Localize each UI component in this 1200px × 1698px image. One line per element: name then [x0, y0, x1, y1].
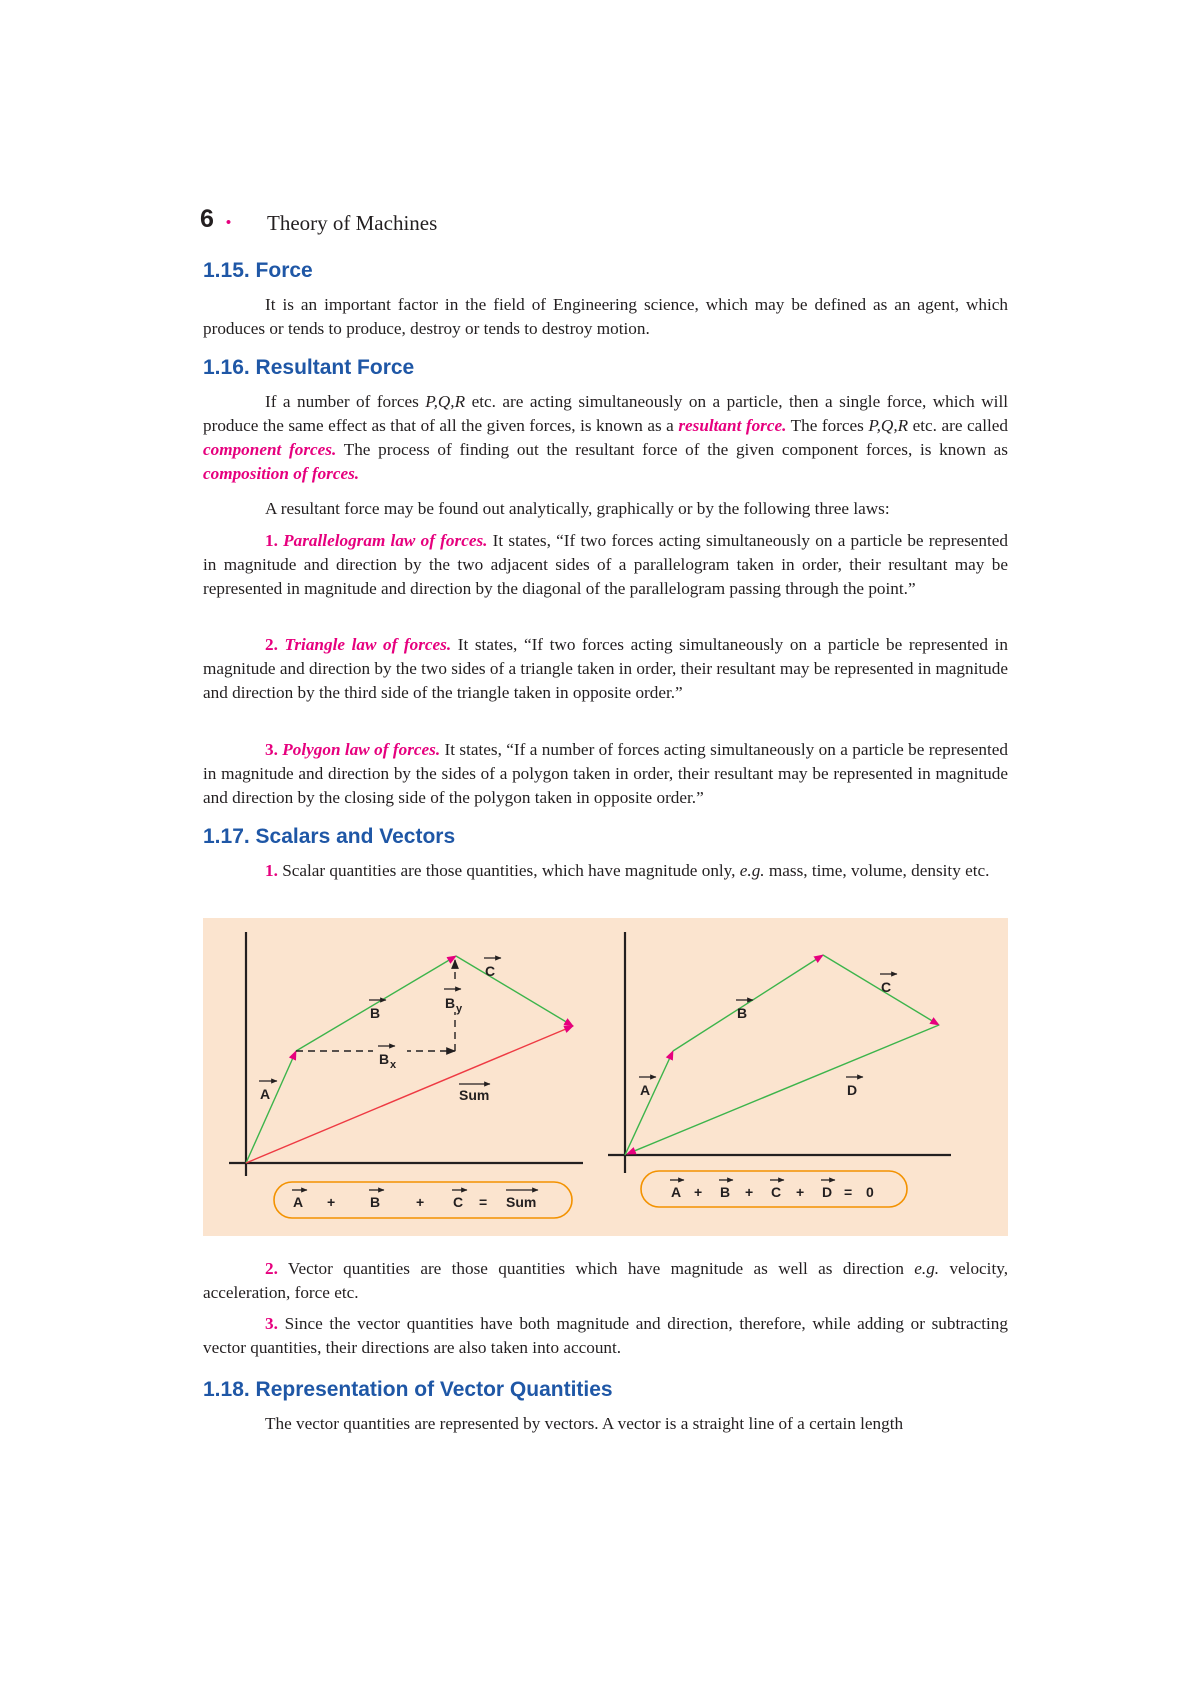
left-diagram [229, 932, 583, 1218]
eq-d: D [822, 1184, 833, 1200]
label-c-text: C [485, 963, 496, 979]
heading-1-16: 1.16. Resultant Force [203, 356, 415, 379]
text-run: etc. are called [908, 416, 1008, 435]
label-by-text: B [445, 995, 456, 1011]
label-d [846, 1077, 863, 1098]
label-bx-text: B [379, 1051, 390, 1067]
label-c [484, 958, 501, 979]
vector-representation-paragraph: The vector quantities are represented by vectors. A vector is a straight line of a certain length [265, 1414, 904, 1433]
label-c-text: C [881, 979, 892, 995]
vector-paragraph [203, 1257, 1008, 1305]
label-bx-sub: x [390, 1059, 397, 1071]
label-sum-text: Sum [459, 1087, 490, 1103]
label-by-sub: y [456, 1003, 463, 1015]
label-b-text: B [370, 1005, 381, 1021]
eq-equals: = [479, 1194, 488, 1210]
page-header [200, 205, 231, 234]
law-text: It states, “If two forces acting simultaneously on a particle be represented in magnitude and direction by the two adjacent sides of a parallelogram taken in order, their resultant may be represented in magnitude and direction by the diagonal of the parallelogram passing through the point.” [203, 531, 1008, 598]
text-run: e.g. [914, 1259, 940, 1278]
heading-1-18: 1.18. Representation of Vector Quantities [203, 1378, 613, 1401]
right-diagram [608, 932, 951, 1207]
text-run: The forces [786, 416, 869, 435]
heading-1-15: 1.15. Force [203, 259, 313, 282]
text-run: Since the vector quantities have both magnitude and direction, therefore, while adding or subtracting vector quantities, their directions are also taken into account. [203, 1314, 1008, 1357]
heading-1-17: 1.17. Scalars and Vectors [203, 825, 456, 848]
eq-b: B [720, 1184, 731, 1200]
eq-zero: 0 [866, 1184, 874, 1200]
label-b-text: B [737, 1005, 748, 1021]
scalar-paragraph [203, 859, 1008, 883]
vector-b [296, 956, 456, 1051]
text-run: If a number of forces [265, 392, 426, 411]
text-run: mass, time, volume, density etc. [764, 861, 990, 880]
eq-plus: + [796, 1184, 805, 1200]
label-d-text: D [847, 1082, 858, 1098]
term-resultant-force: resultant force. [678, 416, 787, 435]
three-laws-intro: A resultant force may be found out analytically, graphically or by the following three laws: [265, 499, 890, 518]
text-run: velocity, acceleration, force etc. [203, 1259, 1009, 1302]
eq-equals: = [844, 1184, 853, 1200]
eq-a: A [671, 1184, 682, 1200]
eq-plus: + [327, 1194, 336, 1210]
eq-plus: + [694, 1184, 703, 1200]
text-run: The process of finding out the resultant force of the given component forces, is known as [336, 440, 1008, 459]
item-number: 3. [265, 1314, 278, 1333]
item-number: 1. [265, 861, 278, 880]
law-text: It states, “If two forces acting simultaneously on a particle be represented in magnitude and direction by the two sides of a triangle taken in order, their resultant may be represented in magnitude and direction by the third side of the triangle taken in opposite order.” [203, 635, 1008, 702]
eq-plus: + [745, 1184, 754, 1200]
law-title: Polygon law of forces. [282, 740, 441, 759]
vector-a [625, 1051, 673, 1155]
law-text: It states, “If a number of forces acting simultaneously on a particle be represented in magnitude and direction by the sides of a polygon taken in order, their resultant may be represented in magnitude and direction by the closing side of the polygon taken in opposite order.” [203, 740, 1008, 807]
vector-figure [203, 918, 1008, 1236]
text-run: e.g. [739, 861, 765, 880]
forces-symbols: P,Q,R [425, 392, 466, 411]
item-number: 2. [265, 1259, 278, 1278]
vector-addition-paragraph [203, 1312, 1008, 1360]
vector-b [673, 955, 823, 1051]
eq-plus: + [416, 1194, 425, 1210]
eq-a: A [293, 1194, 304, 1210]
law-number: 1. [265, 531, 278, 550]
law-polygon [203, 738, 1008, 810]
header-bullet: • [225, 215, 232, 231]
label-a-text: A [260, 1086, 271, 1102]
law-parallelogram [203, 529, 1008, 601]
forces-symbols: P,Q,R [868, 416, 909, 435]
page-number: 6 [200, 205, 214, 233]
resultant-paragraph [203, 390, 1008, 486]
vector-sum [246, 1026, 573, 1163]
label-c [880, 974, 897, 995]
law-title: Triangle law of forces. [284, 635, 452, 654]
eq-b: B [370, 1194, 381, 1210]
law-triangle [203, 633, 1008, 705]
eq-sum: Sum [506, 1194, 537, 1210]
running-title: Theory of Machines [267, 211, 438, 235]
law-title: Parallelogram law of forces. [283, 531, 488, 550]
law-number: 2. [265, 635, 278, 654]
vector-c [456, 956, 573, 1026]
vector-d [627, 1025, 939, 1154]
text-run: Vector quantities are those quantities which have magnitude as well as direction [277, 1259, 915, 1278]
eq-c: C [771, 1184, 782, 1200]
law-number: 3. [265, 740, 278, 759]
eq-c: C [453, 1194, 464, 1210]
text-run: etc. are acting simultaneously on a particle, then a single force, which will produce the same effect as that of all the given forces, is known as a [203, 392, 1008, 435]
force-definition: It is an important factor in the field of Engineering science, which may be defined as an agent, which produces or tends to produce, destroy or tends to destroy motion. [203, 295, 1008, 338]
label-b [736, 1000, 753, 1021]
vector-diagrams [203, 918, 1008, 1236]
label-sum [459, 1084, 490, 1103]
text-run: Scalar quantities are those quantities, which have magnitude only, [277, 861, 740, 880]
term-component-forces: component forces. [203, 440, 337, 459]
term-composition-of-forces: composition of forces. [203, 464, 360, 483]
vector-a [246, 1051, 296, 1163]
label-a-text: A [640, 1082, 651, 1098]
